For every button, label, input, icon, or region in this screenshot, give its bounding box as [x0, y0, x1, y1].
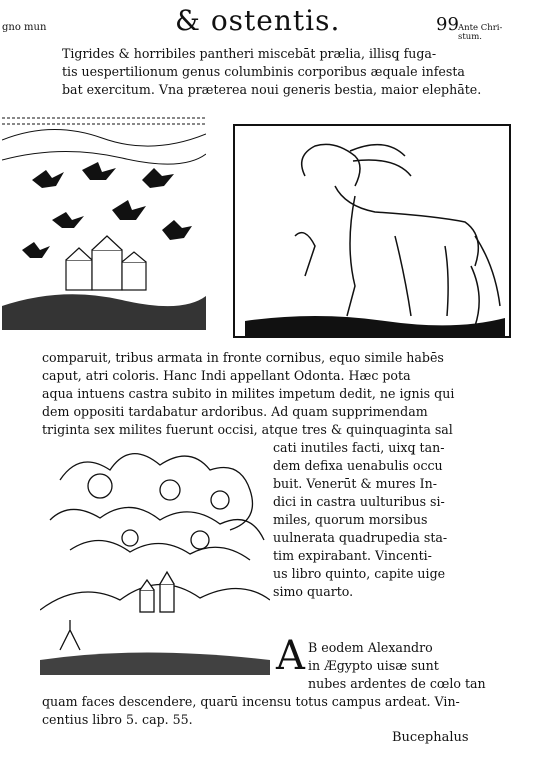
drop-cap: A	[276, 633, 305, 679]
text-line: nubes ardentes de cœlo tan	[308, 676, 486, 691]
text-line: B eodem Alexandro	[308, 640, 433, 655]
text-line: Tigrides & horribiles pantheri miscebāt prælia, illisq̧ fuga-	[62, 46, 437, 61]
text-line: miles, quorum morsibus	[273, 512, 428, 527]
text-line: centius libro 5. cap. 55.	[42, 712, 193, 727]
text-line: bat exercitum. Vna præterea noui generis bestia, maior elephāte.	[62, 82, 482, 97]
text-line: dem oppositi tardabatur ardoribus. Ad quam supprimendam	[42, 404, 428, 419]
text-line: cati inutiles facti, uixq̧ tan-	[273, 440, 445, 455]
text-line: caput, atri coloris. Hanc Indi appellant Odonta. Hæc pota	[42, 368, 411, 383]
text-line: buit. Venerūt & mures In-	[273, 476, 437, 491]
text-line: tis uespertilionum genus columbinis corporibus æquale infesta	[62, 64, 465, 79]
page-number: 99	[436, 14, 459, 35]
text-line: triginta sex milites fuerunt occisi, atque tres & quinquaginta sal	[42, 422, 453, 437]
text-line: uulnerata quadrupedia sta-	[273, 530, 448, 545]
text-line: dem defixa uenabulis occu	[273, 458, 443, 473]
text-line: aqua intuens castra subito in milites impetum dedit, ne ignis qui	[42, 386, 455, 401]
text-line: tim expirabant. Vincenti-	[273, 548, 432, 563]
text-line: dici in castra uulturibus si-	[273, 494, 445, 509]
woodcut-horned-beast-icon	[233, 124, 511, 338]
margin-note-line: stum.	[458, 32, 483, 42]
text-line: comparuit, tribus armata in fronte cornibus, equo simile habēs	[42, 350, 444, 365]
running-head-fragment: gno mun	[2, 22, 47, 33]
woodcut-birds-over-town-icon	[2, 110, 206, 330]
catchword: Bucephalus	[392, 730, 469, 745]
woodcut-fiery-clouds-icon	[40, 440, 270, 675]
text-line: simo quarto.	[273, 584, 354, 599]
text-line: us libro quinto, capite uige	[273, 566, 446, 581]
margin-note	[458, 24, 538, 42]
text-line: in Ægypto uisæ sunt	[308, 658, 439, 673]
text-line: quam faces descendere, quarū incensu totus campus ardeat. Vin-	[42, 694, 460, 709]
running-head-title: & ostentis.	[175, 4, 341, 37]
margin-note-line: Ante Chri-	[458, 23, 503, 33]
